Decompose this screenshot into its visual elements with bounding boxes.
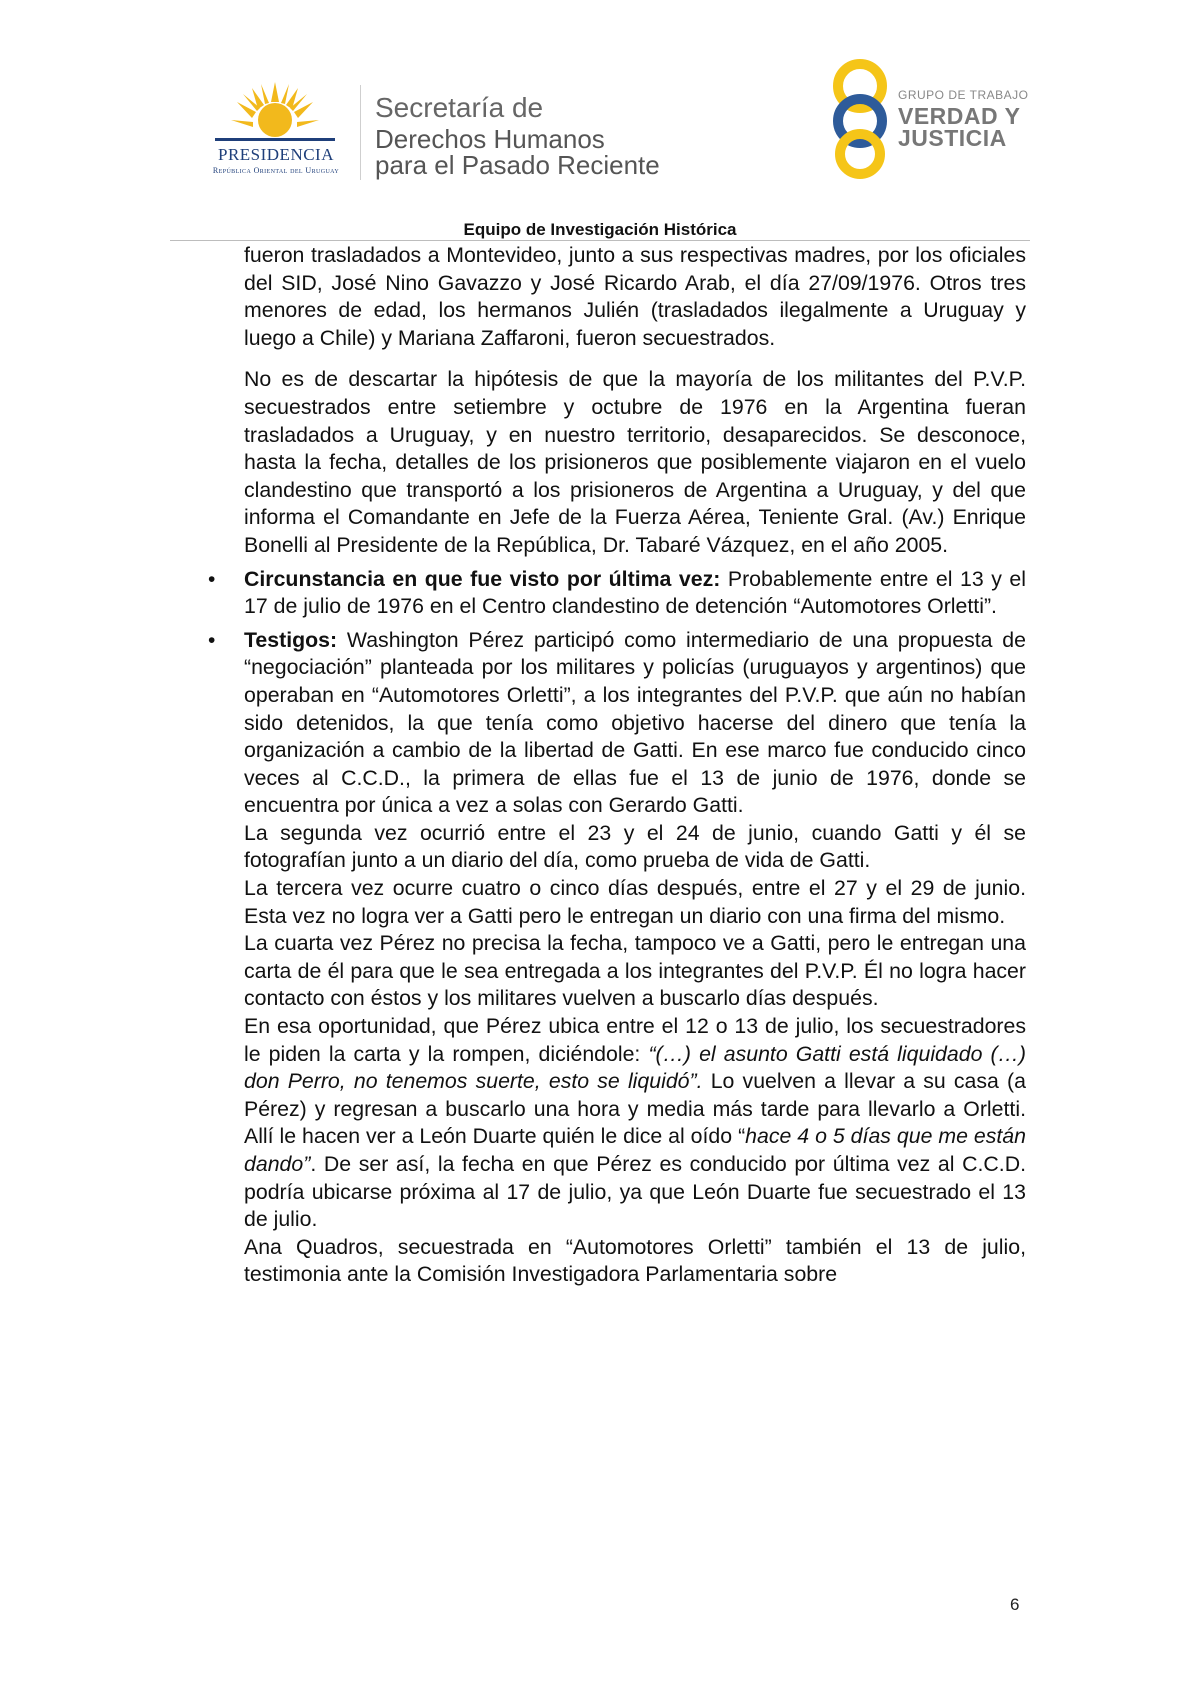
paragraph-gap xyxy=(244,352,1026,366)
oportunidad-quote: “(…) el asunto Gatti está liquidado (…) don Perro, no tenemos suerte, esto se liquidó”. xyxy=(244,1041,1026,1094)
paragraph-cuarta-vez: La cuarta vez Pérez no precisa la fecha, tampoco ve a Gatti, pero le entregan una carta de él para que le sea entregada a los integrantes del P.V.P. Él no logra hacer contacto con éstos y los militares vuelven a buscarlo días después. xyxy=(244,931,1026,1011)
bullet-testigos xyxy=(208,627,1026,1289)
oportunidad-quote-2: hace 4 o 5 días que me están dando” xyxy=(244,1124,1026,1176)
bullet-testigos-text: Washington Pérez participó como intermediario de una propuesta de “negociación” planteada por los militares y policías (uruguayos y argentinos) que operaban en “Automotores Orletti”, a los integrantes del P.V.P. que aún no habían sido detenidos, la que tenía como objetivo hacerse del dinero que tenía la organización a cambio de la libertad de Gatti. En ese marco fue conducido cinco veces al C.C.D., la primera de ellas fue el 13 de junio de 1976, donde se encuentra por única a vez a solas con Gerardo Gatti. xyxy=(244,627,1026,818)
presidencia-name: PRESIDENCIA xyxy=(217,145,334,164)
page-header xyxy=(0,0,1190,240)
paragraph-oportunidad xyxy=(244,1013,1026,1234)
header-rule xyxy=(170,240,1030,241)
header-divider xyxy=(360,85,361,180)
bullet-circunstancia-label: Circunstancia en que fue visto por última vez: xyxy=(244,566,721,591)
paragraph-ana-quadros: Ana Quadros, secuestrada en “Automotores Orletti” también el 13 de julio, testimonia ante la Comisión Investigadora Parlamentaria sobre xyxy=(244,1234,1026,1287)
bullet-circunstancia xyxy=(208,566,1026,621)
presidencia-subtitle: República Oriental del Uruguay xyxy=(212,166,340,175)
gvj-title-line-2: JUSTICIA xyxy=(898,125,1007,151)
secretaria-line-2: Derechos Humanos xyxy=(375,124,605,154)
team-title: Equipo de Investigación Histórica xyxy=(463,220,737,239)
paragraph-traslados: fueron trasladados a Montevideo, junto a sus respectivas madres, por los oficiales del SID, José Nino Gavazzo y José Ricardo Arab, el día 27/09/1976. Otros tres menores de edad, los hermanos Julién (trasladados ilegalmente a Uruguay y luego a Chile) y Mariana Zaffaroni, fueron secuestrados. xyxy=(244,243,1026,350)
document-body xyxy=(208,242,1026,1289)
oportunidad-text-a: En esa oportunidad, que Pérez ubica entre el 12 o 13 de julio, los secuestradores le piden la carta y la rompen, diciéndole: xyxy=(244,1014,1026,1066)
page-number: 6 xyxy=(1010,1595,1020,1614)
oportunidad-text-c: . De ser así, la fecha en que Pérez es conducido por última vez al C.C.D. podría ubicarse próxima al 17 de julio, ya que León Duarte fue secuestrado el 13 de julio. xyxy=(244,1152,1026,1232)
paragraph-segunda-vez: La segunda vez ocurrió entre el 23 y el 24 de junio, cuando Gatti y él se fotografían junto a un diario del día, como prueba de vida de Gatti. xyxy=(244,820,1026,873)
paragraph-tercera-vez: La tercera vez ocurre cuatro o cinco días después, entre el 27 y el 29 de junio. Esta vez no logra ver a Gatti pero le entregan un diario con una firma del mismo. xyxy=(244,876,1026,928)
bullet-circunstancia-text: Probablemente entre el 13 y el 17 de julio de 1976 en el Centro clandestino de detención “Automotores Orletti”. xyxy=(244,566,1026,619)
secretaria-line-1: Secretaría de xyxy=(375,92,544,123)
bullet-dot-icon: • xyxy=(208,567,216,591)
bullet-dot-icon: • xyxy=(208,628,216,652)
gvj-small-text: GRUPO DE TRABAJO xyxy=(898,88,1029,102)
oportunidad-text-b: Lo vuelven a llevar a su casa (a Pérez) y regresan a buscarlo una hora y media más tarde para llevarlo a Orletti. Allí le hacen ver a León Duarte quién le dice al oído “ xyxy=(244,1069,1026,1149)
gvj-title-line-1: VERDAD Y xyxy=(898,103,1021,129)
secretaria-line-3: para el Pasado Reciente xyxy=(375,150,660,180)
presidencia-sun-logo-icon xyxy=(195,80,355,180)
verdad-justicia-rings-logo-icon xyxy=(820,56,900,181)
paragraph-hipotesis: No es de descartar la hipótesis de que la mayoría de los militantes del P.V.P. secuestrados entre setiembre y octubre de 1976 en la Argentina fueran trasladados a Uruguay, y en nuestro territorio, desaparecidos. Se desconoce, hasta la fecha, detalles de los prisioneros que posiblemente viajaron en el vuelo clandestino que transportó a los prisioneros de Argentina a Uruguay, y del que informa el Comandante en Jefe de la Fuerza Aérea, Teniente Gral. (Av.) Enrique Bonelli al Presidente de la República, Dr. Tabaré Vázquez, en el año 2005. xyxy=(244,367,1026,557)
bullet-testigos-label: Testigos: xyxy=(244,627,338,652)
